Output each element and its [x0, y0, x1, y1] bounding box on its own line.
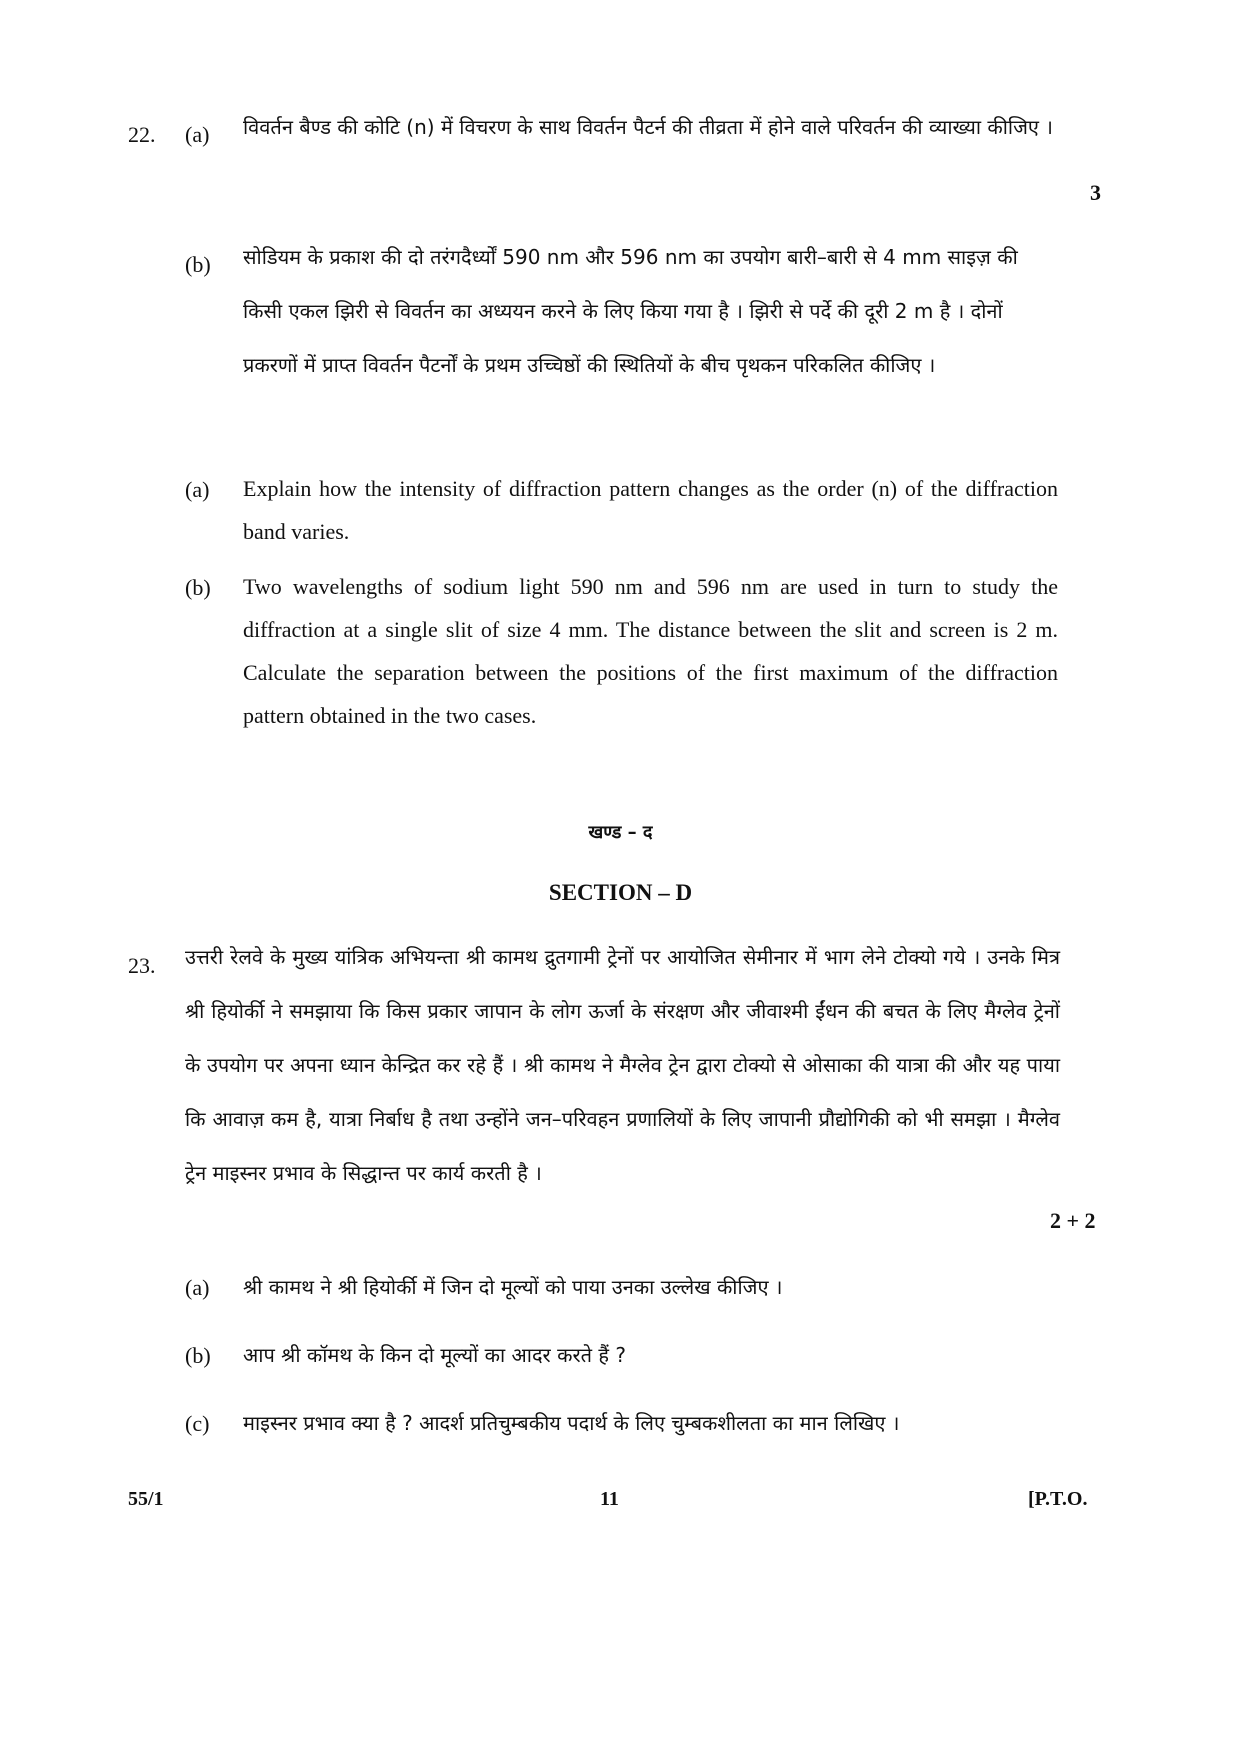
q22-hindi-b-label: (b) [185, 252, 211, 277]
q23-hindi-intro: उत्तरी रेलवे के मुख्य यांत्रिक अभियन्ता श्री कामथ द्रुतगामी ट्रेनों पर आयोजित सेमीनार में भाग लेने टोक्यो गये । उनके मित्र श्री हियोर्की ने समझाया कि किस प्रकार जापान के लोग ऊर्जा के संरक्षण और जीवाश्मी ईंधन की बचत के लिए मैग्लेव ट्रेनों के उपयोग पर अपना ध्यान केन्द्रित कर रहे हैं । श्री कामथ ने मैग्लेव ट्रेन द्वारा टोक्यो से ओसाका की यात्रा की और यह पाया कि आवाज़ कम है, यात्रा निर्बाध है तथा उन्होंने जन–परिवहन प्रणालियों के लिए जापानी प्रौद्योगिकी को भी समझा । मैग्लेव ट्रेन माइस्नर प्रभाव के सिद्धान्त पर कार्य करती है । [185, 945, 1060, 1185]
q22-marks: 3 [1090, 180, 1101, 205]
q22-hindi-a-label: (a) [185, 122, 210, 147]
q23-marks: 2 + 2 [1050, 1208, 1096, 1233]
q22-hindi-b-text: सोडियम के प्रकाश की दो तरंगदैर्ध्यों 590 nm और 596 nm का उपयोग बारी–बारी से 4 mm साइज़ की किसी एकल झिरी से विवर्तन का अध्ययन करने के लिए किया गया है । झिरी से पर्दे की दूरी 2 m है । दोनों प्रकरणों में प्राप्त विवर्तन पैटर्नों के प्रथम उच्चिष्ठों की स्थितियों के बीच पृथकन परिकलित कीजिए । [243, 245, 1018, 377]
q23-c-text: माइस्नर प्रभाव क्या है ? आदर्श प्रतिचुम्बकीय पदार्थ के लिए चुम्बकशीलता का मान लिखिए । [243, 1411, 900, 1435]
q22-english-a-text: Explain how the intensity of diffraction pattern changes as the order (n) of the diffraction band varies. [243, 476, 1058, 544]
paper-code: 55/1 [128, 1488, 164, 1510]
pto-marker: [P.T.O. [1028, 1488, 1088, 1510]
q22-english-a-label: (a) [185, 477, 210, 502]
section-heading-hindi: खण्ड – द [588, 822, 653, 843]
q22-hindi-a-text: विवर्तन बैण्ड की कोटि (n) में विचरण के साथ विवर्तन पैटर्न की तीव्रता में होने वाले परिवर्तन की व्याख्या कीजिए । [243, 115, 1053, 139]
q22-english-b-label: (b) [185, 575, 211, 600]
q23-b-text: आप श्री कॉमथ के किन दो मूल्यों का आदर करते हैं ? [243, 1343, 626, 1367]
question-22-number: 22. [128, 122, 156, 147]
q22-english-b-text: Two wavelengths of sodium light 590 nm and 596 nm are used in turn to study the diffraction at a single slit of size 4 mm. The distance between the slit and screen is 2 m. Calculate the separation between the positions of the first maximum of the diffraction pattern obtained in the two cases. [243, 574, 1058, 728]
page-number: 11 [600, 1488, 619, 1510]
section-heading-english: SECTION – D [548, 880, 693, 905]
q23-c-label: (c) [185, 1411, 210, 1436]
q23-a-text: श्री कामथ ने श्री हियोर्की में जिन दो मूल्यों को पाया उनका उल्लेख कीजिए । [243, 1275, 783, 1299]
q23-b-label: (b) [185, 1343, 211, 1368]
q23-a-label: (a) [185, 1275, 210, 1300]
question-23-number: 23. [128, 953, 156, 978]
